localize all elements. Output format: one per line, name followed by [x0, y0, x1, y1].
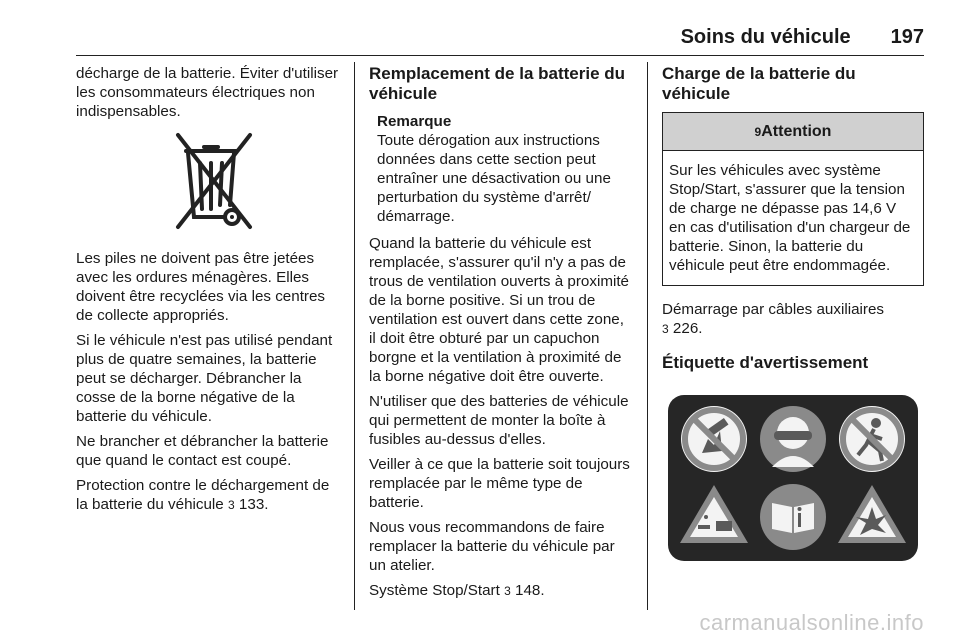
paragraph-ignition: Ne brancher et débrancher la batterie que quand le contact est coupé.: [76, 433, 329, 469]
paragraph-protection: Protection contre le déchargement de la batterie du véhicule 3 133.: [76, 477, 330, 513]
intro-text: décharge de la batterie. Éviter d'utiliser les consommateurs électriques non indispensables.: [76, 65, 339, 120]
watermark-text: carmanualsonline.info: [699, 610, 924, 635]
page-ref-link[interactable]: 133.: [238, 496, 269, 513]
attention-text: Sur les véhicules avec système Stop/Start, s'assurer que la tension de charge ne dépasse pas 14,6 V en cas d'utilisation d'un chargeur de batterie. Sinon, la batterie du véhicule peut être endommagée.: [669, 162, 911, 274]
eye-protection-icon: [760, 406, 826, 472]
note-text: Toute dérogation aux instructions données dans cette section peut entraîner une désactivation ou une perturbation du système d'arrêt/ démarrage.: [377, 132, 611, 225]
warning-icon: 9: [754, 125, 762, 139]
page-ref-icon: 3: [228, 498, 235, 512]
column-divider-1: [354, 62, 355, 610]
page-ref-link[interactable]: 148.: [515, 582, 545, 599]
heading-battery-replacement: Remplacement de la batterie du véhicule: [369, 64, 626, 103]
paragraph-workshop: Nous vous recommandons de faire remplacer la batterie du véhicule par un atelier.: [369, 519, 615, 574]
attention-box: [662, 112, 924, 286]
header-divider: [76, 55, 924, 56]
warning-label-image: [668, 395, 918, 561]
attention-header: [663, 113, 923, 151]
read-manual-icon: [760, 484, 826, 550]
crossed-wheelie-bin-icon: [164, 131, 256, 233]
paragraph-stop-start: Système Stop/Start 3 148.: [369, 582, 545, 599]
page-header: [681, 26, 924, 49]
paragraph-fusebox: N'utiliser que des batteries de véhicule qui permettent de monter la boîte à fusibles au-dessus d'elles.: [369, 393, 629, 448]
paragraph-ventilation: Quand la batterie du véhicule est remplacée, s'assurer qu'il n'y a pas de trous de ventilation ouverts à proximité de la borne positive. Si un trou de ventilation est ouvert dans cette zone, il doit être obturé par un capuchon borgne et la ventilation à proximité de la borne négative doit être ouverte.: [369, 235, 630, 385]
no-flame-icon: [681, 406, 747, 472]
page-ref-link[interactable]: 226.: [672, 320, 703, 337]
note-title: Remarque: [377, 113, 452, 130]
page-number: 197: [890, 26, 924, 48]
column-3: [662, 64, 924, 566]
column-divider-2: [647, 62, 648, 610]
section-title: Soins du véhicule: [680, 26, 851, 48]
column-2: [369, 64, 633, 607]
attention-title: Attention: [761, 123, 832, 140]
page-ref-icon: 3: [504, 584, 511, 598]
no-children-icon: [839, 406, 905, 472]
column-1: [76, 64, 344, 521]
heading-battery-charging: Charge de la batterie du véhicule: [662, 64, 856, 103]
paragraph-disposal: Les piles ne doivent pas être jetées avec les ordures ménagères. Elles doivent être recyclées via les centres de collecte appropriés.: [76, 250, 326, 324]
paragraph-jump-start: Démarrage par câbles auxiliaires 3 226.: [662, 301, 885, 337]
paragraph-battery-type: Veiller à ce que la batterie soit toujours remplacée par le même type de batterie.: [369, 456, 630, 511]
page-ref-icon: 3: [662, 322, 669, 336]
paragraph-storage: Si le véhicule n'est pas utilisé pendant plus de quatre semaines, la batterie peut se décharger. Débrancher la cosse de la borne négative de la batterie du véhicule.: [76, 332, 333, 425]
crossed-bin-figure: [76, 131, 344, 233]
heading-warning-label: Étiquette d'avertissement: [662, 353, 869, 372]
note-block: [369, 112, 633, 226]
